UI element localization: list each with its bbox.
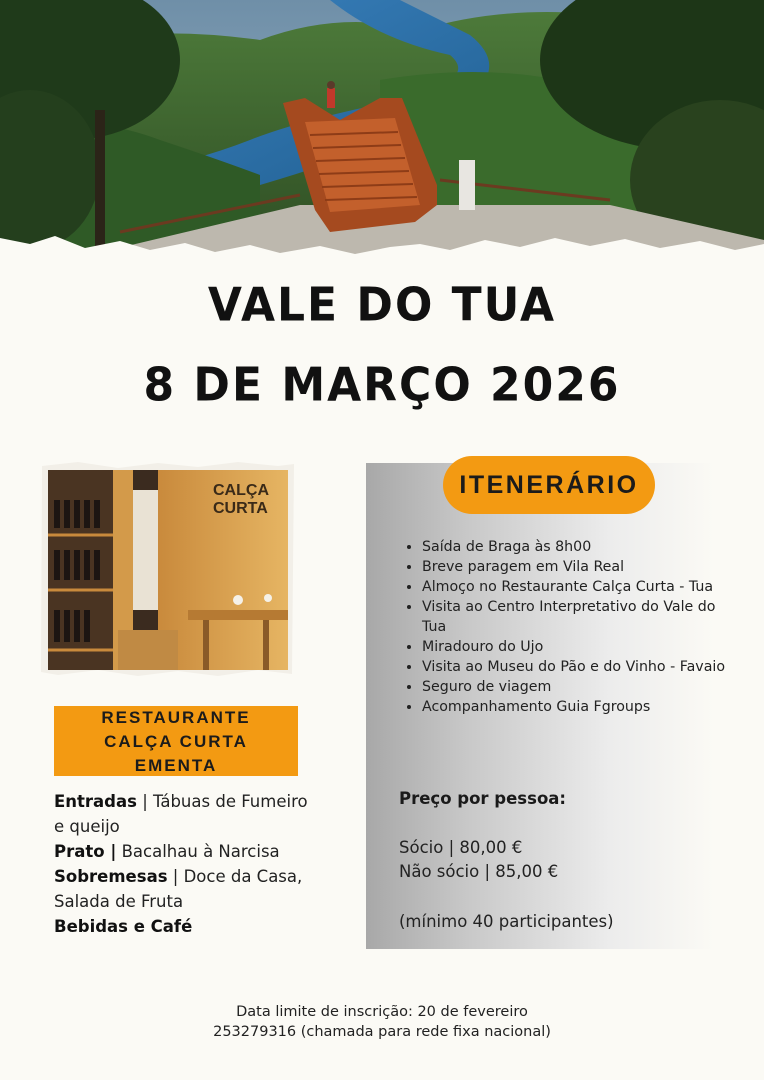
itinerary-item: • Seguro de viagem — [422, 677, 732, 697]
page-title: VALE DO TUA — [207, 278, 557, 333]
menu-label-entradas: Entradas — [54, 792, 137, 811]
contact-phone: 253279316 (chamada para rede fixa nacional) — [213, 1024, 551, 1040]
restaurant-label: RESTAURANTE — [101, 708, 251, 727]
price-non-member: Não sócio | 85,00 € — [399, 862, 559, 881]
itinerary-item: • Breve paragem em Vila Real — [422, 557, 732, 577]
restaurant-name: CALÇA CURTA — [104, 732, 248, 751]
menu-label-prato: Prato | — [54, 842, 117, 861]
registration-deadline: Data limite de inscrição: 20 de fevereiro — [236, 1004, 528, 1020]
itinerary-item: • Visita ao Museu do Pão e do Vinho - Favaio — [422, 657, 732, 677]
menu-label: EMENTA — [134, 756, 218, 775]
menu-item-prato — [54, 839, 314, 864]
price-member: Sócio | 80,00 € — [399, 838, 523, 857]
price-heading: Preço por pessoa: — [399, 789, 567, 808]
restaurant-sign-2: CURTA — [213, 500, 268, 517]
restaurant-menu-banner — [54, 706, 298, 776]
itinerary-item: • Miradouro do Ujo — [422, 637, 732, 657]
menu-label-bebidas: Bebidas e Café — [54, 917, 193, 936]
itinerary-item: • Saída de Braga às 8h00 — [422, 537, 732, 557]
menu-item-bebidas — [54, 914, 314, 939]
menu-value-sobremesas: | Doce da Casa, Salada de Fruta — [54, 867, 303, 911]
itinerary-item: • Almoço no Restaurante Calça Curta - Tua — [422, 577, 732, 597]
menu-label-sobremesas: Sobremesas — [54, 867, 168, 886]
menu-value-prato: Bacalhau à Narcisa — [116, 842, 280, 861]
event-date: 8 DE MARÇO 2026 — [143, 358, 621, 413]
menu-item-entradas — [54, 789, 314, 839]
hero-photo — [0, 0, 764, 275]
itinerary-heading: ITENERÁRIO — [443, 456, 655, 514]
menu-list — [54, 789, 314, 939]
menu-value-entradas: | Tábuas de Fumeiro e queijo — [54, 792, 308, 836]
minimum-participants: (mínimo 40 participantes) — [399, 912, 614, 931]
restaurant-photo — [38, 460, 296, 678]
menu-item-sobremesas — [54, 864, 314, 914]
restaurant-sign: CALÇA — [213, 482, 269, 499]
itinerary-item: • Visita ao Centro Interpretativo do Vale do Tua — [422, 597, 732, 637]
itinerary-item: • Acompanhamento Guia Fgroups — [422, 697, 732, 717]
itinerary-list — [400, 537, 732, 717]
